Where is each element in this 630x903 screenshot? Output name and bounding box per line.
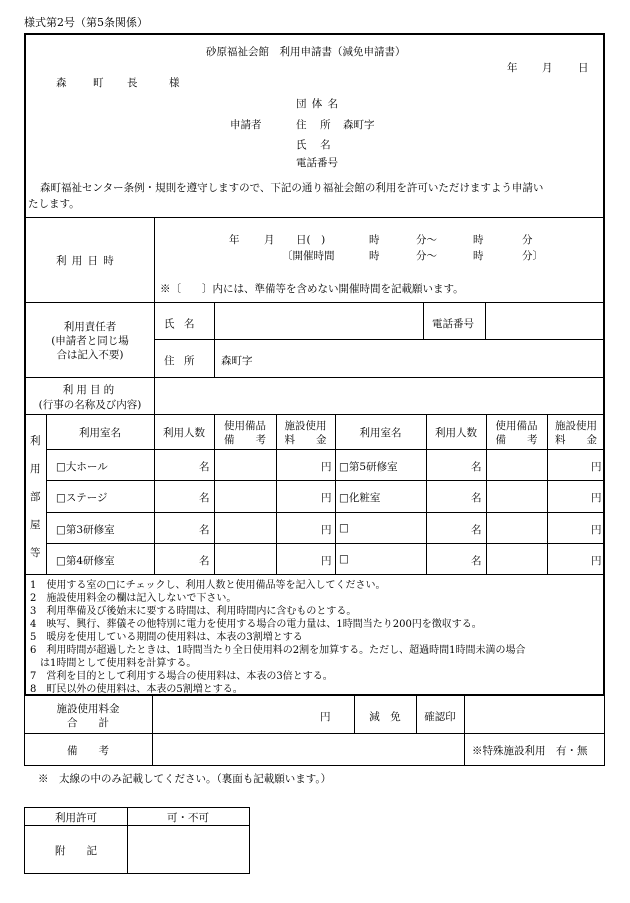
divider <box>154 339 603 340</box>
special-facility-option[interactable]: ※特殊施設利用 有・無 <box>472 745 588 757</box>
divider <box>604 696 605 766</box>
divider <box>423 302 424 339</box>
note-item: 8 町民以外の使用料は、本表の5割増とする。 <box>30 684 243 695</box>
rooms-side-label: 等 <box>30 547 41 559</box>
date-month-label: 月 <box>542 62 553 74</box>
applicant-address-label: 住所 <box>296 119 345 131</box>
datetime-start-hour: 時 <box>369 234 380 246</box>
people-unit: 名 <box>471 555 482 567</box>
header-equipment: 使用備品 <box>495 420 538 432</box>
addressee-char-2: 町 <box>93 77 104 89</box>
form-number-label: 様式第2号（第5条関係） <box>24 16 148 29</box>
room-checkbox-training-3[interactable]: □第3研修室 <box>56 524 115 536</box>
note-item: 2 施設使用料金の欄は記入しないで下さい。 <box>30 593 237 604</box>
divider <box>24 733 605 734</box>
note-item: 1 使用する室の□にチェックし、利用人数と使用備品等を記入してください。 <box>30 580 386 591</box>
header-room-name: 利用室名 <box>359 427 402 439</box>
people-unit: 名 <box>199 492 210 504</box>
date-year-label: 年 <box>507 62 518 74</box>
footer-note: ※ 太線の中のみ記載してください。（裏面も記載願います。） <box>38 773 332 785</box>
rooms-side-label: 屋 <box>30 519 41 531</box>
addressee-char-3: 長 <box>127 77 138 89</box>
remarks-label: 備 考 <box>67 745 109 757</box>
addressee-honorific: 様 <box>169 77 180 89</box>
divider <box>26 574 603 575</box>
event-end-hour: 時 <box>473 250 484 262</box>
responsible-name-label: 氏名 <box>164 318 204 330</box>
divider <box>485 302 486 339</box>
note-item: 6 利用時間が超過したときは、1時間当たり全日使用料の2割を加算する。ただし、超過時間1時間未満の場合 <box>30 645 526 656</box>
fee-unit: 円 <box>321 492 332 504</box>
applicant-phone-label: 電話番号 <box>296 157 338 169</box>
note-item: 5 暖房を使用している期間の使用料は、本表の3割増とする <box>30 632 303 643</box>
event-end-minute: 分〕 <box>522 250 543 262</box>
datetime-day: 日( ) <box>296 234 326 246</box>
reduction-label: 減 免 <box>369 711 401 723</box>
permit-box <box>24 807 250 874</box>
divider <box>24 765 605 766</box>
responsible-address-value: 森町字 <box>221 355 253 367</box>
permit-notes-label: 附 記 <box>55 845 97 857</box>
people-unit: 名 <box>199 461 210 473</box>
divider <box>26 217 603 218</box>
divider <box>464 696 465 766</box>
header-fee-sub: 料 金 <box>555 434 597 446</box>
rooms-side-label: 用 <box>30 463 41 475</box>
room-checkbox-training-5[interactable]: □第5研修室 <box>339 461 398 473</box>
people-unit: 名 <box>199 524 210 536</box>
divider <box>214 302 215 377</box>
people-unit: 名 <box>199 555 210 567</box>
applicant-group-label: 団体名 <box>296 98 344 110</box>
applicant-address-value: 森町字 <box>343 119 375 131</box>
datetime-end-minute: 分 <box>522 234 533 246</box>
intro-text-line-1: 森町福祉センター条例・規則を遵守しますので、下記の通り福祉会館の利用を許可いただけますよう申請い <box>40 182 544 194</box>
header-fee-sub: 料 金 <box>284 434 327 446</box>
usage-datetime-label: 利用日時 <box>56 255 119 267</box>
header-people: 利用人数 <box>435 427 477 439</box>
fee-unit: 円 <box>591 555 602 567</box>
total-fee-label: 施設使用料金 <box>56 703 120 715</box>
room-checkbox-blank[interactable]: □ <box>339 522 349 534</box>
datetime-start-minute: 分〜 <box>416 234 437 246</box>
datetime-end-hour: 時 <box>473 234 484 246</box>
purpose-label: 利用目的 <box>62 384 118 396</box>
date-day-label: 日 <box>578 62 589 74</box>
responsible-label-line-1: 利用責任者 <box>63 321 117 333</box>
rooms-side-label: 利 <box>30 435 41 447</box>
divider <box>154 217 155 414</box>
event-start-hour: 時 <box>369 250 380 262</box>
divider <box>46 449 603 450</box>
header-room-name: 利用室名 <box>79 427 121 439</box>
purpose-label-sub: (行事の名称及び内容) <box>38 399 142 411</box>
header-equipment: 使用備品 <box>224 420 266 432</box>
note-item: 3 利用準備及び後始末に要する時間は、利用時間内に含むものとする。 <box>30 606 357 617</box>
room-checkbox-stage[interactable]: □ステージ <box>56 492 108 504</box>
divider <box>46 543 603 544</box>
responsible-address-label: 住所 <box>164 355 204 367</box>
applicant-name-label: 氏名 <box>296 139 345 151</box>
divider <box>26 377 603 378</box>
header-equipment-sub: 備 考 <box>224 434 266 446</box>
room-checkbox-blank[interactable]: □ <box>339 553 349 565</box>
divider <box>152 696 153 766</box>
confirmation-seal-label: 確認印 <box>424 711 456 723</box>
responsible-label-line-2: (申請者と同じ場 <box>51 335 129 347</box>
note-item: は1時間として使用料を計算する。 <box>30 658 197 669</box>
datetime-year: 年 <box>229 234 240 246</box>
form-title: 砂原福祉会館 利用申請書（減免申請書） <box>206 46 406 58</box>
responsible-phone-label: 電話番号 <box>432 318 474 330</box>
people-unit: 名 <box>471 461 482 473</box>
total-fee-unit: 円 <box>320 711 331 723</box>
fee-unit: 円 <box>321 555 332 567</box>
permit-label: 利用許可 <box>55 812 97 824</box>
divider <box>46 512 603 513</box>
room-checkbox-main-hall[interactable]: □大ホール <box>56 461 108 473</box>
datetime-month: 月 <box>264 234 275 246</box>
divider <box>26 414 603 415</box>
header-equipment-sub: 備 考 <box>495 434 538 446</box>
applicant-label: 申請者 <box>230 119 262 131</box>
fee-unit: 円 <box>591 524 602 536</box>
rooms-side-label: 部 <box>30 491 41 503</box>
fee-unit: 円 <box>321 524 332 536</box>
people-unit: 名 <box>471 524 482 536</box>
room-checkbox-training-4[interactable]: □第4研修室 <box>56 555 115 567</box>
fee-unit: 円 <box>591 492 602 504</box>
divider <box>25 825 249 826</box>
divider <box>46 480 603 481</box>
people-unit: 名 <box>471 492 482 504</box>
datetime-note: ※〔 〕内には、準備等を含めない開催時間を記載願います。 <box>160 283 464 295</box>
application-form-frame <box>24 33 605 696</box>
fee-unit: 円 <box>321 461 332 473</box>
event-time-open: 〔開催時間 <box>282 250 335 262</box>
header-fee: 施設使用 <box>284 420 327 432</box>
room-checkbox-powder-room[interactable]: □化粧室 <box>339 492 381 504</box>
event-start-minute: 分〜 <box>416 250 437 262</box>
note-item: 7 営利を目的として利用する場合の使用料は、本表の3倍とする。 <box>30 671 333 682</box>
fee-unit: 円 <box>591 461 602 473</box>
header-fee: 施設使用 <box>555 420 597 432</box>
responsible-label-line-3: 合は記入不要) <box>56 349 124 361</box>
header-people: 利用人数 <box>163 427 205 439</box>
totals-section <box>24 696 605 766</box>
note-item: 4 映写、興行、葬儀その他特別に電力を使用する場合の電力量は、1時間当たり200円を徴収する。 <box>30 619 482 630</box>
permit-options[interactable]: 可・不可 <box>167 812 209 824</box>
intro-text-line-2: たします。 <box>28 198 80 210</box>
addressee-char-1: 森 <box>56 77 67 89</box>
divider <box>26 302 603 303</box>
total-fee-label-sub: 合 計 <box>67 717 109 729</box>
